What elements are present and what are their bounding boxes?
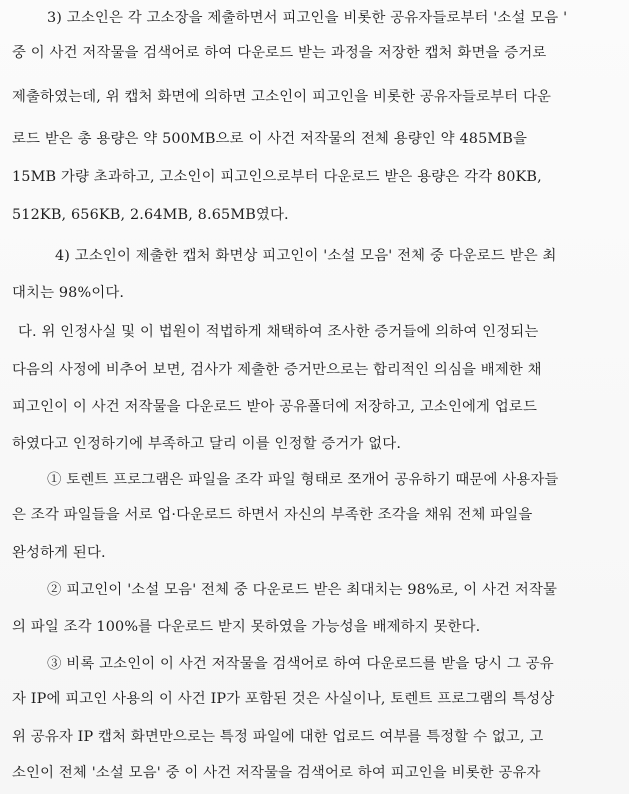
- text-line: 은 조각 파일들을 서로 업·다운로드 하면서 자신의 부족한 조각을 채워 전체 파일을: [12, 507, 533, 523]
- text-line: 로드 받은 총 용량은 약 500MB으로 이 사건 저작물의 전체 용량인 약 485MB을: [12, 131, 528, 147]
- text-line: 의 파일 조각 100%를 다운로드 받지 못하였을 가능성을 배제하지 못한다.: [12, 619, 481, 635]
- text-line: ① 토렌트 프로그램은 파일을 조각 파일 형태로 쪼개어 공유하기 때문에 사용자들: [47, 472, 559, 488]
- text-line: 위 공유자 IP 캡처 화면만으로는 특정 파일에 대한 업로드 여부를 특정할 수 없고, 고: [12, 729, 544, 745]
- text-line: 15MB 가량 초과하고, 고소인이 피고인으로부터 다운로드 받은 용량은 각각 80KB,: [12, 169, 542, 185]
- text-line: 512KB, 656KB, 2.64MB, 8.65MB였다.: [12, 207, 289, 223]
- text-line: 중 이 사건 저작물을 검색어로 하여 다운로드 받는 과정을 저장한 캡처 화면을 증거로: [12, 45, 547, 61]
- text-line: 자 IP에 피고인 사용의 이 사건 IP가 포함된 것은 사실이나, 토렌트 프로그램의 특성상: [12, 691, 555, 707]
- text-line: 하였다고 인정하기에 부족하고 달리 이를 인정할 증거가 없다.: [12, 436, 402, 452]
- text-line: 다음의 사정에 비추어 보면, 검사가 제출한 증거만으로는 합리적인 의심을 배제한 채: [12, 362, 542, 378]
- text-line: 피고인이 이 사건 저작물을 다운로드 받아 공유폴더에 저장하고, 고소인에게 업로드: [12, 399, 537, 415]
- text-line: 대치는 98%이다.: [12, 285, 125, 301]
- text-line: ③ 비록 고소인이 이 사건 저작물을 검색어로 하여 다운로드를 받을 당시 그 공유: [47, 656, 554, 672]
- text-line: 3) 고소인은 각 고소장을 제출하면서 피고인을 비롯한 공유자들로부터 '소설 모음 ': [47, 10, 568, 26]
- text-line: ② 피고인이 '소설 모음' 전체 중 다운로드 받은 최대치는 98%로, 이 사건 저작물: [47, 582, 558, 598]
- text-line: 4) 고소인이 제출한 캡처 화면상 피고인이 '소설 모음' 전체 중 다운로드 받은 최: [55, 248, 557, 264]
- text-line: 완성하게 된다.: [12, 545, 106, 561]
- text-line: 소인이 전체 '소설 모음' 중 이 사건 저작물을 검색어로 하여 피고인을 비롯한 공유자: [12, 765, 541, 781]
- text-line: 제출하였는데, 위 캡처 화면에 의하면 고소인이 피고인을 비롯한 공유자들로부터 다운: [12, 89, 552, 105]
- text-line: 다. 위 인정사실 및 이 법원이 적법하게 채택하여 조사한 증거들에 의하여 인정되는: [18, 324, 539, 340]
